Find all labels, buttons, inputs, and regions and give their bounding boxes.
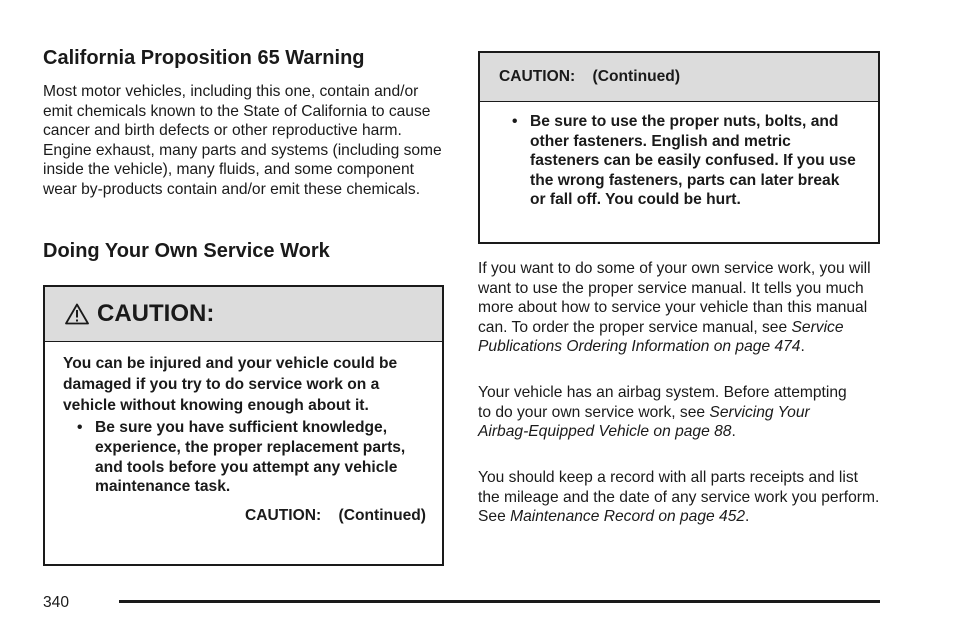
continued-caution-body [480,102,878,210]
para1-end: . [800,338,805,356]
page-number: 340 [43,594,70,611]
continued-caution-header [480,53,878,102]
para3-text: You should keep a record with all parts receipts and list the mileage and the date of any service work you perform. See [478,469,880,526]
caution-title: CAUTION: [97,300,215,327]
continued-caution-box [478,51,880,244]
bullet-icon: • [512,113,518,130]
bullet-text: Be sure you have sufficient knowledge, experience, the proper replacement parts, and tools before you attempt any vehicle maintenance task. [95,419,406,496]
records-paragraph [478,468,880,527]
caution-header [45,287,442,342]
service-heading: Doing Your Own Service Work [43,240,330,262]
caution-body [45,342,442,526]
continued-bullet-text: Be sure to use the proper nuts, bolts, and other fasteners. English and metric fasteners can be easily confused. If you use the wrong fasteners, parts can later break or fall off. You could be hurt. [530,113,856,209]
service-caution-box [43,285,444,566]
airbag-paragraph [478,383,848,442]
maintenance-record-link[interactable]: Maintenance Record on page 452 [510,508,746,526]
service-publications-link[interactable]: Service Publications Ordering Information on page 474 [478,318,844,356]
para2-text: Your vehicle has an airbag system. Before attempting to do your own service work, see [478,384,847,421]
prop65-heading: California Proposition 65 Warning [43,47,365,69]
caution-continued: CAUTION: (Continued) [244,507,426,525]
bullet-icon: • [77,419,83,436]
prop65-text: Most motor vehicles, including this one, contain and/or emit chemicals known to the State of California to cause cancer and birth defects or other reproductive harm. Engine exhaust, many parts and systems (including some inside the vehicle), many fluids, and some component wear by-products contain and/or emit these chemicals. [43,83,442,198]
para1-text: If you want to do some of your own service work, you will want to use the proper service manual. It tells you much more about how to service your vehicle than this manual can. To order the proper service manual, see [478,260,871,336]
continued-caution-title: CAUTION: (Continued) [499,68,681,85]
warning-triangle-icon [65,303,89,325]
airbag-servicing-link[interactable]: Servicing Your Airbag-Equipped Vehicle on page 88 [478,403,810,441]
para3-end: . [745,508,750,526]
caution-bullet [63,418,426,497]
para2-end: . [731,423,736,441]
continued-bullet [512,112,858,210]
caution-intro: You can be injured and your vehicle could be damaged if you try to do service work on a vehicle without knowing enough about it. [63,355,398,414]
footer-divider [119,600,880,603]
service-manual-paragraph [478,259,880,357]
